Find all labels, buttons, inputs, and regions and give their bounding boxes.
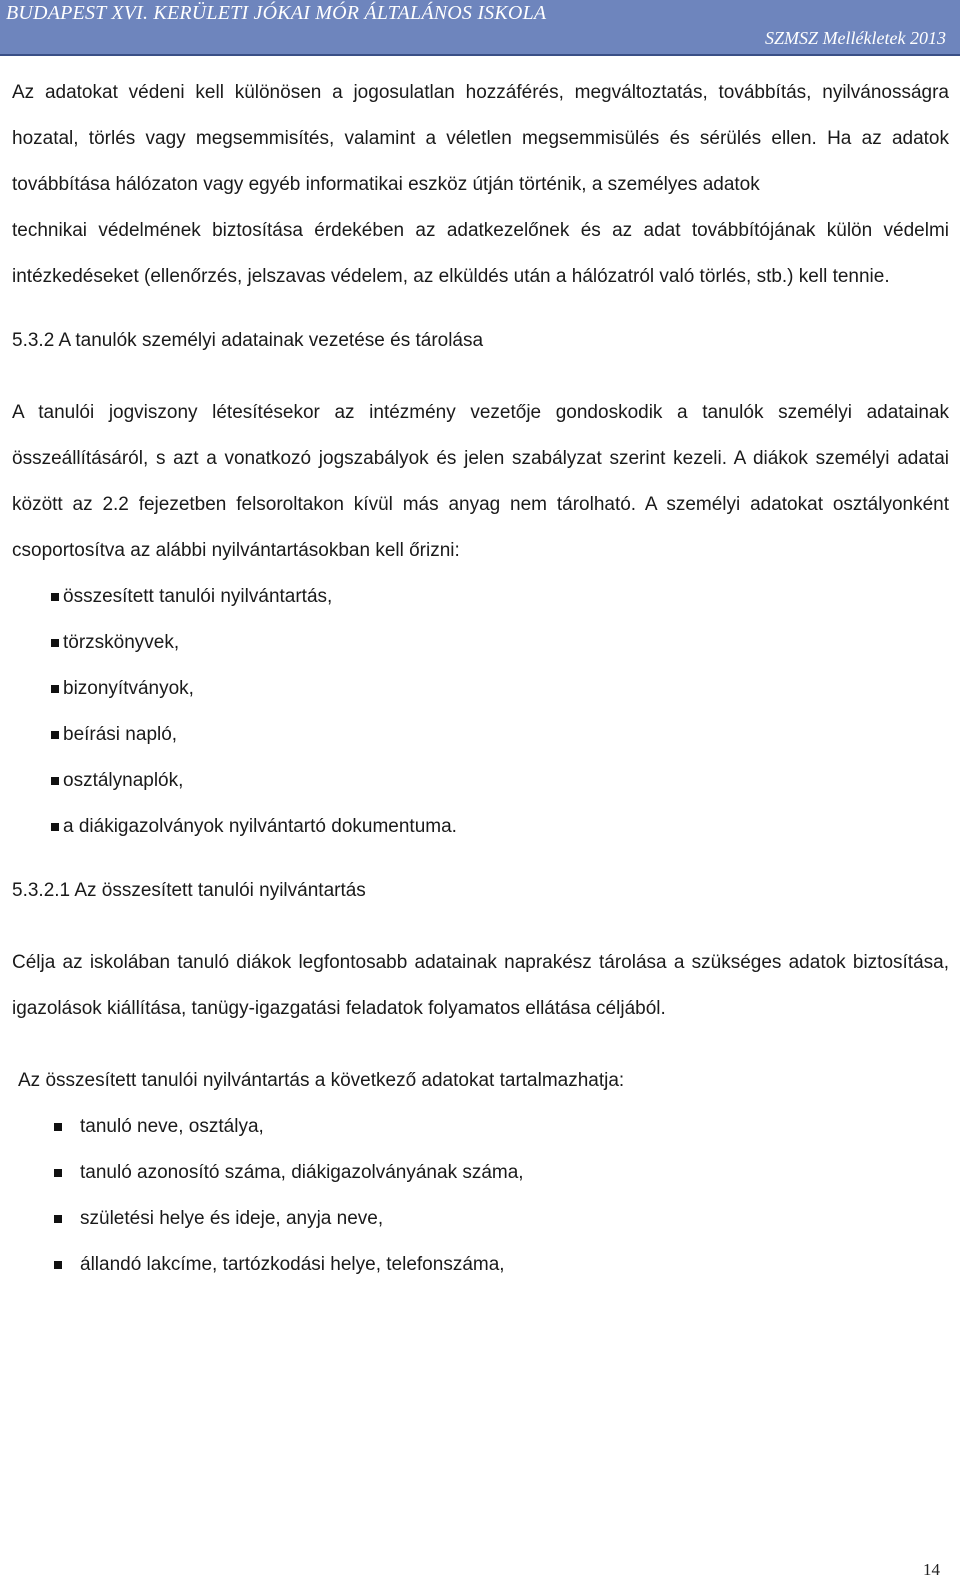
list-item: beírási napló, bbox=[12, 712, 949, 758]
page-number: 14 bbox=[923, 1560, 940, 1579]
page-header bbox=[0, 0, 960, 56]
section-heading-5-3-2-1: 5.3.2.1 Az összesített tanulói nyilvántartás bbox=[12, 880, 366, 901]
square-bullet-icon bbox=[51, 777, 59, 785]
list-item: a diákigazolványok nyilvántartó dokumentuma. bbox=[12, 804, 949, 850]
list-item: osztálynaplók, bbox=[12, 758, 949, 804]
square-bullet-icon bbox=[51, 593, 59, 601]
list-item: tanuló neve, osztálya, bbox=[12, 1104, 949, 1150]
square-bullet-icon bbox=[51, 685, 59, 693]
square-bullet-icon bbox=[54, 1261, 62, 1269]
list-item: összesített tanulói nyilvántartás, bbox=[12, 574, 949, 620]
student-data-list bbox=[12, 1104, 949, 1288]
list-item: születési helye és ideje, anyja neve, bbox=[12, 1196, 949, 1242]
list-item: törzskönyvek, bbox=[12, 620, 949, 666]
section-body-5-3-2: A tanulói jogviszony létesítésekor az intézmény vezetője gondoskodik a tanulók személyi adatainak összeállításáról, s azt a vonatkozó jogszabályok és jelen szabályzat szerint kezeli. A diákok személyi adatai között az 2.2 fejezetben felsoroltakon kívül más anyag nem tárolható. A személyi adatokat osztályonként csoportosítva az alábbi nyilvántartásokban kell őrizni: bbox=[12, 402, 949, 561]
square-bullet-icon bbox=[51, 731, 59, 739]
section-body-5-3-2-1: Célja az iskolában tanuló diákok legfontosabb adatainak naprakész tárolása a szükséges adatok biztosítása, igazolások kiállítása, tanügy-igazgatási feladatok folyamatos ellátása céljából. bbox=[12, 952, 949, 1019]
header-document-title: SZMSZ Mellékletek 2013 bbox=[765, 28, 946, 48]
header-school-name: BUDAPEST XVI. KERÜLETI JÓKAI MÓR ÁLTALÁNOS ISKOLA bbox=[6, 2, 547, 24]
intro-paragraph-2: technikai védelmének biztosítása érdekében az adatkezelőnek és az adat továbbítójának külön védelmi intézkedéseket (ellenőrzés, jelszavas védelem, az elküldés után a hálózatról való törlés, stb.) kell tennie. bbox=[12, 220, 949, 287]
square-bullet-icon bbox=[51, 823, 59, 831]
list-item: tanuló azonosító száma, diákigazolványának száma, bbox=[12, 1150, 949, 1196]
section-heading-5-3-2: 5.3.2 A tanulók személyi adatainak vezetése és tárolása bbox=[12, 330, 484, 351]
square-bullet-icon bbox=[54, 1123, 62, 1131]
document-body bbox=[12, 70, 949, 1288]
data-list-intro: Az összesített tanulói nyilvántartás a következő adatokat tartalmazhatja: bbox=[18, 1070, 625, 1091]
list-item: bizonyítványok, bbox=[12, 666, 949, 712]
square-bullet-icon bbox=[54, 1169, 62, 1177]
square-bullet-icon bbox=[51, 639, 59, 647]
intro-paragraph-1: Az adatokat védeni kell különösen a jogosulatlan hozzáférés, megváltoztatás, továbbítás, nyilvánosságra hozatal, törlés vagy megsemmisítés, valamint a véletlen megsemmisülés és sérülés ellen. Ha az adatok továbbítása hálózaton vagy egyéb informatikai eszköz útján történik, a személyes adatok bbox=[12, 82, 949, 195]
list-item: állandó lakcíme, tartózkodási helye, telefonszáma, bbox=[12, 1242, 949, 1288]
records-list bbox=[12, 574, 949, 850]
square-bullet-icon bbox=[54, 1215, 62, 1223]
